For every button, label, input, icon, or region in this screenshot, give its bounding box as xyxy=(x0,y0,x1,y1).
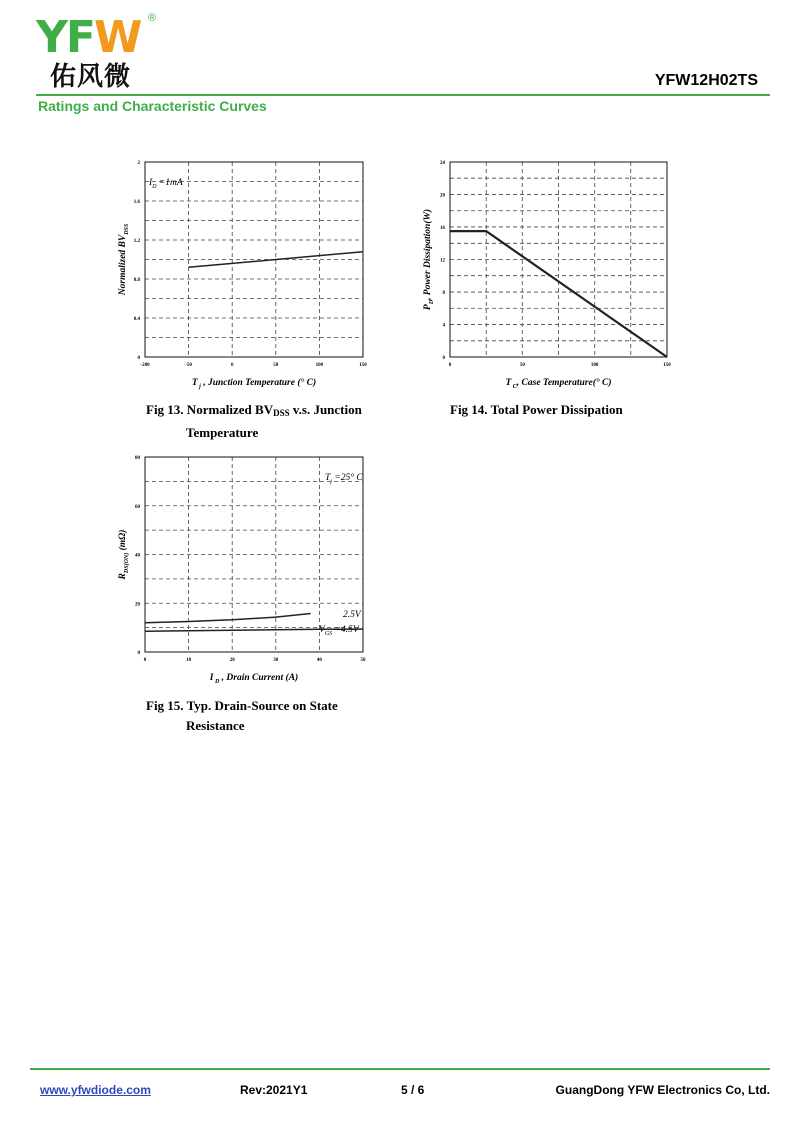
fig13-chart xyxy=(110,155,380,395)
fig13-ytick-3: 1.2 xyxy=(133,239,140,244)
fig15-caption-line1: Fig 15. Typ. Drain-Source on State xyxy=(146,698,338,713)
fig13-xtick-1: -50 xyxy=(185,363,192,368)
fig15-annotation-tj: $T_j =25^\circ$ C xyxy=(325,473,363,485)
fig14-xtick-3: 150 xyxy=(663,363,671,368)
fig14-xlabel: T $_C$, Case Temperature(° C) xyxy=(505,378,612,390)
logo-letters: YFW xyxy=(36,12,141,63)
fig14-xtick-0: 0 xyxy=(448,363,452,368)
header-divider xyxy=(36,94,770,96)
fig15-xtick-3: 30 xyxy=(273,658,279,663)
fig13-caption xyxy=(146,400,362,443)
fig14-ytick-0: 0 xyxy=(442,356,445,361)
fig15-ytick-2: 40 xyxy=(135,553,140,559)
fig15-ytick-4: 80 xyxy=(135,456,140,461)
fig14-xtick-1: 50 xyxy=(519,363,525,368)
fig13-ytick-1: 0.4 xyxy=(133,317,140,322)
fig15-xtick-0: 0 xyxy=(143,658,147,663)
fig15-series-0 xyxy=(145,614,311,623)
fig13-ytick-0: 0 xyxy=(137,356,140,361)
fig13-caption-main: Fig 13. Normalized BV xyxy=(146,402,274,417)
footer-divider xyxy=(30,1068,770,1070)
fig15-chart xyxy=(110,450,380,690)
company-name: GuangDong YFW Electronics Co, Ltd. xyxy=(555,1083,770,1097)
section-title: Ratings and Characteristic Curves xyxy=(38,98,267,114)
fig13-caption-sub: DSS xyxy=(273,408,290,418)
fig14-caption: Fig 14. Total Power Dissipation xyxy=(450,402,623,417)
fig14-ytick-5: 20 xyxy=(440,193,445,199)
fig15-xtick-2: 20 xyxy=(229,658,235,663)
fig14-ytick-1: 4 xyxy=(442,323,445,329)
fig15-annotation-2v5: 2.5V xyxy=(343,610,361,621)
fig15-caption-line2: Resistance xyxy=(186,718,245,733)
website-link[interactable]: www.yfwdiode.com xyxy=(40,1083,151,1097)
fig13-ytick-4: 1.6 xyxy=(133,200,140,205)
fig15-xtick-5: 50 xyxy=(360,658,366,663)
fig15-annotation-4v5: $V_{GS} =4.5V$ xyxy=(319,625,359,638)
fig13-xtick-4: 100 xyxy=(315,363,324,368)
fig13-caption-line2: Temperature xyxy=(186,425,259,440)
fig13-xtick-2: 0 xyxy=(230,363,234,368)
fig15-ytick-1: 20 xyxy=(135,602,140,608)
fig14-ylabel: $P_D$, Power Dissipation(W) xyxy=(423,208,435,311)
fig14-ytick-4: 16 xyxy=(440,226,445,231)
fig13-xtick-0: -200 xyxy=(140,363,150,368)
company-logo xyxy=(36,12,166,94)
page-number: 5 / 6 xyxy=(401,1083,425,1097)
fig13-ytick-2: 0.8 xyxy=(133,278,140,283)
fig14-ytick-6: 24 xyxy=(440,161,445,166)
part-number: YFW12H02TS xyxy=(654,72,758,89)
fig14-chart xyxy=(410,155,690,395)
fig13-ytick-5: 2 xyxy=(137,161,140,166)
fig13-caption-rest: v.s. Junction xyxy=(289,402,362,417)
fig15-ytick-0: 0 xyxy=(137,651,140,656)
fig15-xtick-4: 40 xyxy=(316,658,322,663)
fig15-ytick-3: 60 xyxy=(135,504,140,510)
fig14-ytick-3: 12 xyxy=(440,258,445,264)
fig13-annotation: $I_D =1mA$ xyxy=(149,178,183,190)
fig15-ylabel: $R_{DS(ON)}$ (mΩ) xyxy=(118,529,130,580)
registered-mark: ® xyxy=(148,12,157,24)
fig13-xtick-3: 50 xyxy=(273,363,279,368)
fig13-xtick-5: 150 xyxy=(359,363,367,368)
fig15-caption xyxy=(146,696,338,736)
fig14-ytick-2: 8 xyxy=(442,291,445,296)
fig15-xtick-1: 10 xyxy=(186,658,192,663)
fig14-xtick-2: 100 xyxy=(590,363,599,368)
revision-label: Rev:2021Y1 xyxy=(240,1083,308,1097)
fig15-xlabel: I $_D$ , Drain Current (A) xyxy=(209,673,299,685)
fig13-xlabel: T $_j$ , Junction Temperature (° C) xyxy=(191,378,317,390)
fig13-ylabel: Normalized $BV_{DSS}$ xyxy=(118,223,130,296)
logo-chinese-name: 佑风微 xyxy=(50,62,132,92)
